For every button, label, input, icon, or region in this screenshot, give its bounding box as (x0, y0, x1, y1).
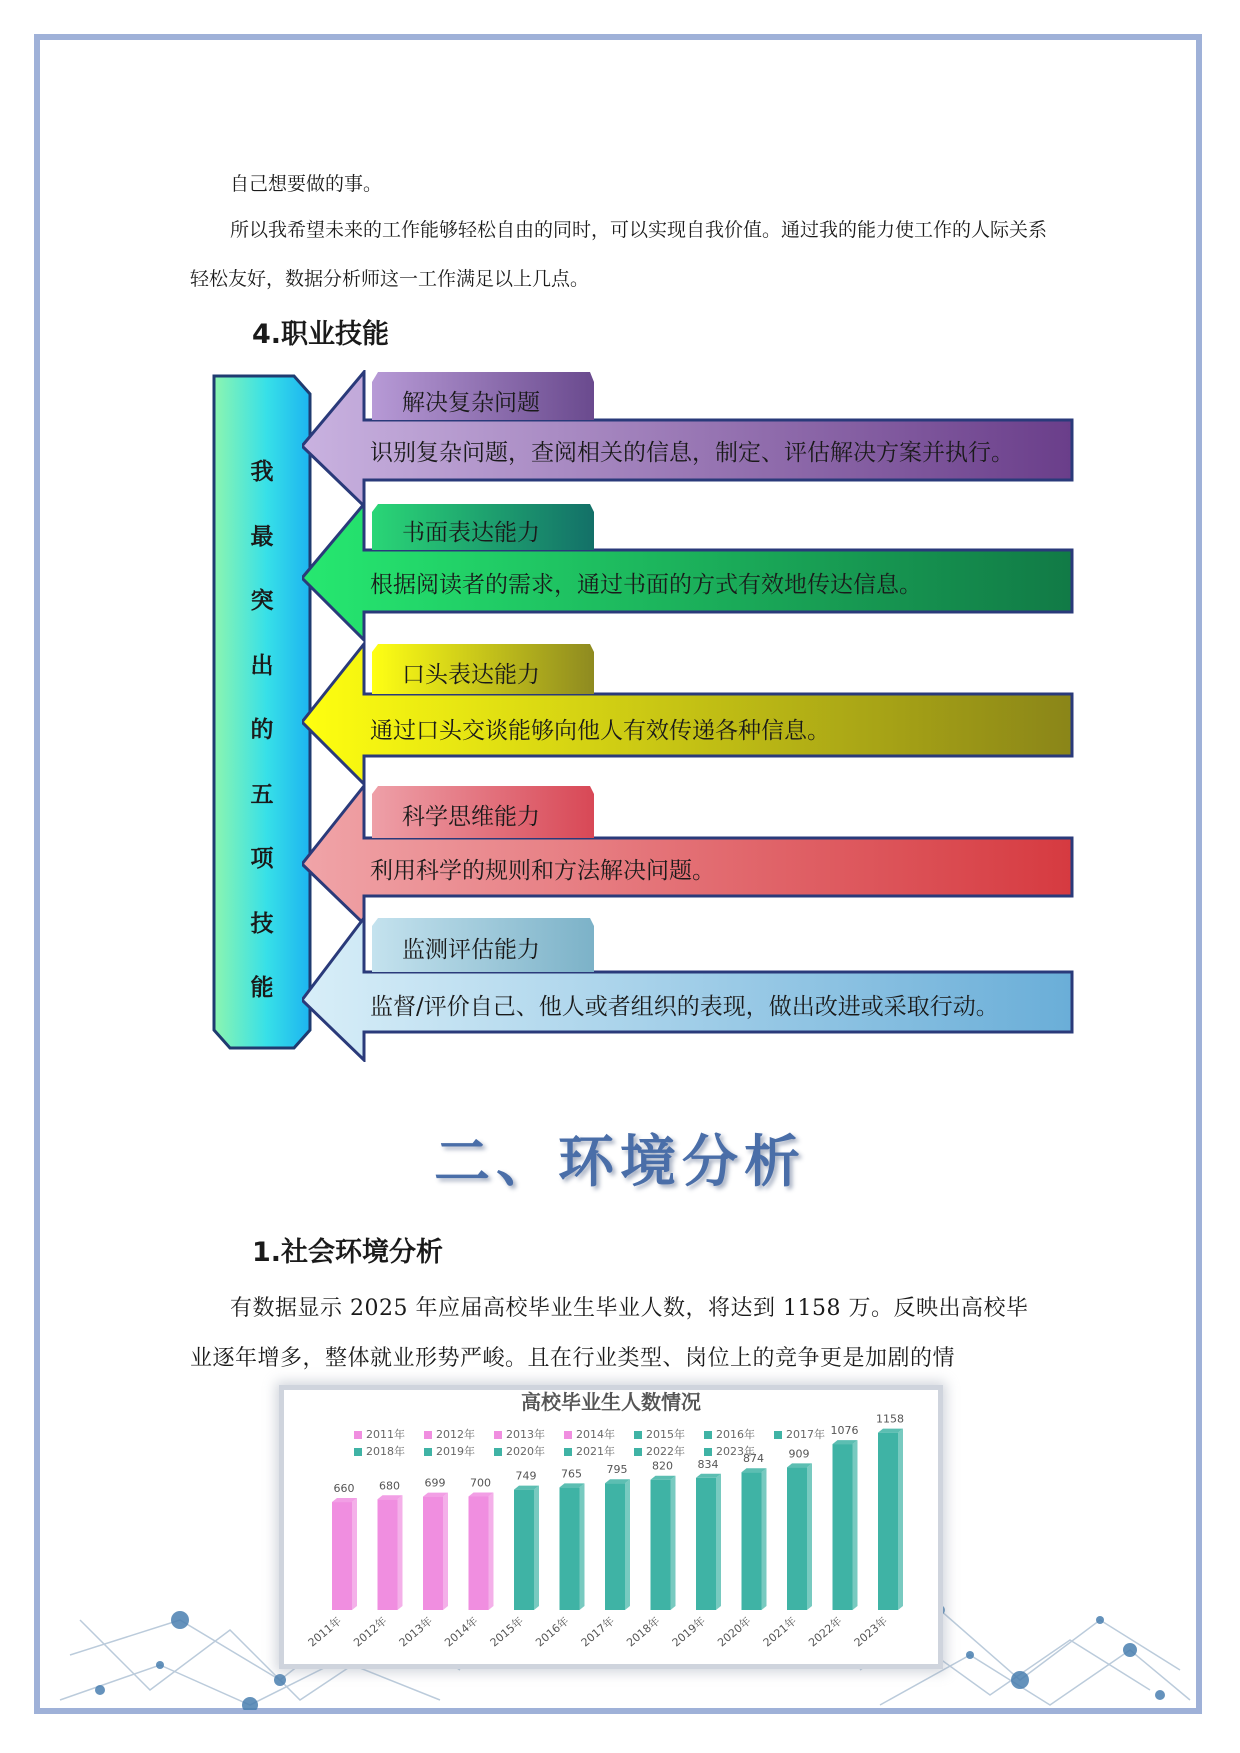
skills-header-char: 项 (250, 846, 274, 872)
continuation-text: 自己想要做的事。 (230, 173, 383, 195)
data-label: 874 (743, 1452, 764, 1466)
category-label: 2020年 (715, 1614, 754, 1650)
data-label: 909 (788, 1447, 810, 1461)
data-label: 680 (379, 1479, 400, 1493)
skills-header-char: 突 (250, 588, 274, 614)
skill-desc-4: 利用科学的规则和方法解决问题。 (370, 858, 715, 884)
data-label: 795 (606, 1463, 628, 1477)
category-label: 2011年 (305, 1614, 344, 1650)
chart-bar (378, 1495, 403, 1610)
chart-title: 高校毕业生人数情况 (521, 1390, 701, 1414)
chart-plot (284, 1390, 938, 1664)
skill-title-3: 口头表达能力 (402, 662, 540, 688)
legend-label: 2014年 (576, 1428, 615, 1441)
legend-label: 2022年 (646, 1445, 685, 1458)
skills-header-char: 出 (250, 652, 274, 679)
category-label: 2022年 (806, 1614, 845, 1650)
data-label: 820 (652, 1459, 673, 1473)
category-label: 2012年 (351, 1614, 390, 1650)
chart-bar (332, 1498, 357, 1610)
skills-header-char: 能 (250, 975, 274, 1001)
skill-desc-5: 监督/评价自己、他人或者组织的表现，做出改进或采取行动。 (370, 994, 999, 1020)
data-label: 765 (561, 1467, 582, 1481)
legend-label: 2023年 (716, 1445, 755, 1458)
skill-title-4: 科学思维能力 (402, 804, 540, 830)
category-label: 2017年 (578, 1614, 617, 1650)
skills-header-char: 的 (250, 717, 274, 743)
chart-bar (469, 1492, 494, 1610)
chart-bar (878, 1429, 903, 1610)
skills-header-text (212, 440, 312, 1021)
legend-label: 2019年 (436, 1445, 475, 1458)
section-4-title: 4.职业技能 (252, 319, 390, 350)
chart-bar (514, 1486, 539, 1610)
chart-bar (696, 1474, 721, 1610)
skill-desc-2: 根据阅读者的需求，通过书面的方式有效地传达信息。 (370, 572, 922, 598)
chart-bar (605, 1479, 630, 1610)
skill-title-5: 监测评估能力 (402, 937, 540, 963)
section-1-title: 1.社会环境分析 (252, 1237, 444, 1268)
skills-header-char: 五 (250, 781, 274, 808)
chart-bar (423, 1493, 448, 1610)
legend-label: 2021年 (576, 1445, 615, 1458)
category-label: 2015年 (487, 1614, 526, 1650)
data-label: 700 (470, 1476, 491, 1490)
skill-desc-1: 识别复杂问题，查阅相关的信息，制定、评估解决方案并执行。 (370, 440, 1014, 466)
skills-header-char: 技 (250, 910, 274, 937)
category-label: 2013年 (396, 1614, 435, 1650)
data-label: 660 (333, 1482, 355, 1496)
legend-label: 2015年 (646, 1428, 685, 1441)
chart-bar (742, 1468, 767, 1610)
chart-bar (787, 1463, 812, 1610)
data-label: 1076 (830, 1424, 859, 1438)
legend-label: 2013年 (506, 1428, 545, 1441)
skill-desc-3: 通过口头交谈能够向他人有效传递各种信息。 (370, 718, 830, 744)
chapter-title: 二、环境分析 (434, 1130, 806, 1195)
category-label: 2018年 (624, 1614, 663, 1650)
legend-label: 2018年 (366, 1445, 405, 1458)
legend-label: 2017年 (786, 1428, 825, 1441)
chart-bar (651, 1476, 676, 1610)
paragraph-1: 所以我希望未来的工作能够轻松自由的同时，可以实现自我价值。通过我的能力使工作的人际关系轻松友好，数据分析师这一工作满足以上几点。 (190, 219, 1048, 290)
chart-bar (560, 1483, 585, 1610)
paragraph-2: 有数据显示 2025 年应届高校毕业生毕业人数，将达到 1158 万。反映出高校毕业逐年增多，整体就业形势严峻。且在行业类型、岗位上的竞争更是加剧的情 (190, 1296, 1029, 1371)
skill-title-1: 解决复杂问题 (402, 390, 540, 416)
legend-label: 2011年 (366, 1428, 405, 1441)
data-label: 834 (697, 1457, 719, 1471)
category-label: 2023年 (851, 1614, 890, 1650)
category-label: 2016年 (533, 1614, 572, 1650)
skills-header-char: 最 (250, 523, 274, 550)
legend-label: 2016年 (716, 1428, 755, 1441)
skill-title-2: 书面表达能力 (402, 520, 540, 546)
legend-label: 2012年 (436, 1428, 475, 1441)
skills-header-char: 我 (250, 459, 274, 485)
data-label: 699 (424, 1476, 446, 1490)
legend-label: 2020年 (506, 1445, 545, 1458)
category-label: 2021年 (760, 1614, 799, 1650)
chart-bar (833, 1440, 858, 1610)
data-label: 749 (515, 1469, 537, 1483)
category-label: 2019年 (669, 1614, 708, 1650)
category-label: 2014年 (442, 1614, 481, 1650)
data-label: 1158 (876, 1412, 904, 1426)
graduates-chart (284, 1390, 938, 1664)
